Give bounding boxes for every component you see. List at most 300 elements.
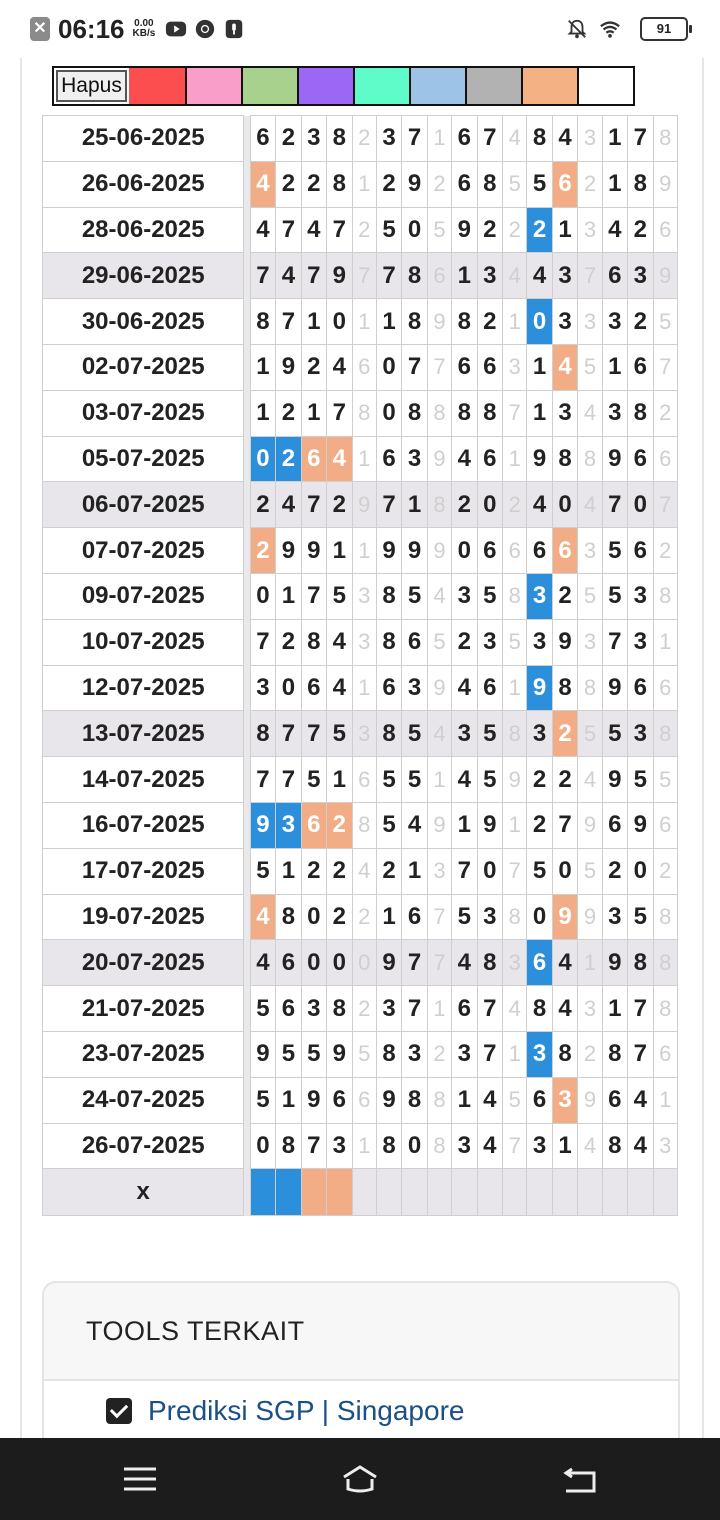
digit-cell[interactable]: 2: [578, 161, 602, 207]
digit-cell[interactable]: 5: [327, 711, 352, 757]
digit-cell[interactable]: 7: [653, 482, 677, 528]
digit-cell[interactable]: 2: [301, 848, 326, 894]
digit-cell[interactable]: 5: [628, 757, 653, 803]
digit-cell[interactable]: 1: [602, 986, 627, 1032]
digit-cell[interactable]: 6: [477, 344, 502, 390]
digit-cell[interactable]: 8: [477, 390, 502, 436]
digit-cell[interactable]: 3: [578, 116, 602, 162]
digit-cell[interactable]: 5: [276, 1031, 301, 1077]
digit-cell[interactable]: 8: [376, 573, 401, 619]
digit-cell[interactable]: 3: [552, 253, 577, 299]
digit-cell[interactable]: 6: [452, 986, 477, 1032]
digit-cell[interactable]: 5: [578, 711, 602, 757]
digit-cell[interactable]: 3: [301, 116, 326, 162]
digit-cell[interactable]: 3: [276, 802, 301, 848]
digit-cell[interactable]: 4: [327, 665, 352, 711]
footer-cell[interactable]: [628, 1169, 653, 1216]
digit-cell[interactable]: 7: [477, 116, 502, 162]
digit-cell[interactable]: 9: [352, 482, 376, 528]
digit-cell[interactable]: 3: [602, 894, 627, 940]
digit-cell[interactable]: 6: [276, 986, 301, 1032]
digit-cell[interactable]: 1: [452, 253, 477, 299]
digit-cell[interactable]: 2: [276, 161, 301, 207]
digit-cell[interactable]: 3: [527, 711, 552, 757]
digit-cell[interactable]: 6: [276, 940, 301, 986]
digit-cell[interactable]: 3: [402, 1031, 427, 1077]
back-icon[interactable]: [560, 1459, 600, 1499]
digit-cell[interactable]: 9: [452, 207, 477, 253]
digit-cell[interactable]: 4: [602, 207, 627, 253]
color-swatch[interactable]: [465, 68, 521, 104]
digit-cell[interactable]: 2: [628, 207, 653, 253]
digit-cell[interactable]: 8: [653, 986, 677, 1032]
digit-cell[interactable]: 6: [527, 1077, 552, 1123]
digit-cell[interactable]: 6: [402, 619, 427, 665]
digit-cell[interactable]: 5: [578, 344, 602, 390]
digit-cell[interactable]: 3: [527, 1031, 552, 1077]
digit-cell[interactable]: 4: [452, 665, 477, 711]
digit-cell[interactable]: 4: [527, 253, 552, 299]
digit-cell[interactable]: 8: [352, 802, 376, 848]
digit-cell[interactable]: 1: [352, 528, 376, 574]
digit-cell[interactable]: 2: [552, 757, 577, 803]
digit-cell[interactable]: 4: [578, 482, 602, 528]
digit-cell[interactable]: 8: [602, 1123, 627, 1169]
digit-cell[interactable]: 4: [250, 940, 275, 986]
digit-cell[interactable]: 1: [503, 436, 527, 482]
digit-cell[interactable]: 2: [527, 757, 552, 803]
digit-cell[interactable]: 8: [628, 940, 653, 986]
digit-cell[interactable]: 3: [477, 619, 502, 665]
digit-cell[interactable]: 9: [578, 1077, 602, 1123]
digit-cell[interactable]: 2: [527, 207, 552, 253]
digit-cell[interactable]: 3: [628, 573, 653, 619]
digit-cell[interactable]: 8: [327, 161, 352, 207]
digit-cell[interactable]: 8: [376, 1123, 401, 1169]
digit-cell[interactable]: 4: [327, 436, 352, 482]
digit-cell[interactable]: 4: [503, 116, 527, 162]
digit-cell[interactable]: 3: [376, 986, 401, 1032]
digit-cell[interactable]: 8: [527, 986, 552, 1032]
digit-cell[interactable]: 7: [578, 253, 602, 299]
digit-cell[interactable]: 3: [628, 711, 653, 757]
digit-cell[interactable]: 2: [327, 802, 352, 848]
color-swatch[interactable]: [409, 68, 465, 104]
digit-cell[interactable]: 9: [427, 802, 451, 848]
digit-cell[interactable]: 8: [552, 436, 577, 482]
digit-cell[interactable]: 1: [352, 299, 376, 345]
digit-cell[interactable]: 4: [503, 253, 527, 299]
digit-cell[interactable]: 8: [552, 1031, 577, 1077]
digit-cell[interactable]: 3: [477, 894, 502, 940]
digit-cell[interactable]: 3: [527, 1123, 552, 1169]
digit-cell[interactable]: 2: [352, 894, 376, 940]
digit-cell[interactable]: 4: [250, 161, 275, 207]
digit-cell[interactable]: 4: [427, 711, 451, 757]
digit-cell[interactable]: 2: [477, 299, 502, 345]
digit-cell[interactable]: 8: [250, 711, 275, 757]
digit-cell[interactable]: 0: [402, 1123, 427, 1169]
digit-cell[interactable]: 8: [327, 986, 352, 1032]
digit-cell[interactable]: 7: [250, 757, 275, 803]
digit-cell[interactable]: 8: [427, 482, 451, 528]
digit-cell[interactable]: 4: [552, 344, 577, 390]
digit-cell[interactable]: 7: [477, 986, 502, 1032]
digit-cell[interactable]: 0: [402, 207, 427, 253]
digit-cell[interactable]: 9: [552, 894, 577, 940]
color-swatch[interactable]: [521, 68, 577, 104]
digit-cell[interactable]: 3: [376, 116, 401, 162]
digit-cell[interactable]: 1: [301, 390, 326, 436]
digit-cell[interactable]: 6: [376, 665, 401, 711]
digit-cell[interactable]: 8: [376, 619, 401, 665]
digit-cell[interactable]: 0: [628, 482, 653, 528]
digit-cell[interactable]: 8: [250, 299, 275, 345]
digit-cell[interactable]: 7: [477, 1031, 502, 1077]
digit-cell[interactable]: 1: [552, 1123, 577, 1169]
clear-color-button[interactable]: Hapus: [56, 70, 127, 102]
digit-cell[interactable]: 0: [250, 573, 275, 619]
digit-cell[interactable]: 0: [452, 528, 477, 574]
digit-cell[interactable]: 9: [327, 253, 352, 299]
digit-cell[interactable]: 8: [477, 161, 502, 207]
digit-cell[interactable]: 1: [602, 344, 627, 390]
digit-cell[interactable]: 9: [276, 528, 301, 574]
digit-cell[interactable]: 8: [653, 116, 677, 162]
digit-cell[interactable]: 8: [653, 894, 677, 940]
digit-cell[interactable]: 7: [376, 482, 401, 528]
digit-cell[interactable]: 7: [276, 299, 301, 345]
digit-cell[interactable]: 6: [452, 344, 477, 390]
digit-cell[interactable]: 7: [427, 344, 451, 390]
digit-cell[interactable]: 8: [628, 161, 653, 207]
digit-cell[interactable]: 4: [402, 802, 427, 848]
menu-icon[interactable]: [120, 1459, 160, 1499]
digit-cell[interactable]: 8: [578, 436, 602, 482]
digit-cell[interactable]: 5: [376, 757, 401, 803]
digit-cell[interactable]: 9: [578, 894, 602, 940]
digit-cell[interactable]: 8: [402, 1077, 427, 1123]
digit-cell[interactable]: 2: [301, 161, 326, 207]
digit-cell[interactable]: 2: [477, 207, 502, 253]
digit-cell[interactable]: 5: [301, 757, 326, 803]
digit-cell[interactable]: 1: [427, 757, 451, 803]
digit-cell[interactable]: 2: [427, 1031, 451, 1077]
digit-cell[interactable]: 8: [452, 390, 477, 436]
digit-cell[interactable]: 4: [578, 757, 602, 803]
digit-cell[interactable]: 0: [552, 848, 577, 894]
digit-cell[interactable]: 5: [250, 848, 275, 894]
digit-cell[interactable]: 3: [452, 711, 477, 757]
digit-cell[interactable]: 6: [628, 665, 653, 711]
footer-cell[interactable]: [477, 1169, 502, 1216]
digit-cell[interactable]: 2: [503, 207, 527, 253]
digit-cell[interactable]: 0: [527, 894, 552, 940]
digit-cell[interactable]: 0: [376, 344, 401, 390]
digit-cell[interactable]: 6: [628, 528, 653, 574]
digit-cell[interactable]: 4: [276, 482, 301, 528]
digit-cell[interactable]: 4: [301, 207, 326, 253]
digit-cell[interactable]: 5: [578, 848, 602, 894]
digit-cell[interactable]: 3: [327, 1123, 352, 1169]
digit-cell[interactable]: 0: [477, 482, 502, 528]
digit-cell[interactable]: 1: [327, 528, 352, 574]
digit-cell[interactable]: 1: [653, 1077, 677, 1123]
digit-cell[interactable]: 1: [578, 940, 602, 986]
digit-cell[interactable]: 9: [427, 299, 451, 345]
digit-cell[interactable]: 0: [301, 894, 326, 940]
digit-cell[interactable]: 2: [527, 802, 552, 848]
digit-cell[interactable]: 0: [352, 940, 376, 986]
digit-cell[interactable]: 3: [477, 253, 502, 299]
digit-cell[interactable]: 7: [602, 482, 627, 528]
home-icon[interactable]: [340, 1459, 380, 1499]
footer-cell[interactable]: [301, 1169, 326, 1216]
digit-cell[interactable]: 5: [327, 573, 352, 619]
digit-cell[interactable]: 7: [327, 207, 352, 253]
digit-cell[interactable]: 3: [427, 848, 451, 894]
color-swatch[interactable]: [185, 68, 241, 104]
digit-cell[interactable]: 6: [250, 116, 275, 162]
footer-cell[interactable]: [578, 1169, 602, 1216]
digit-cell[interactable]: 8: [503, 711, 527, 757]
digit-cell[interactable]: 4: [578, 1123, 602, 1169]
digit-cell[interactable]: 9: [653, 253, 677, 299]
digit-cell[interactable]: 4: [327, 619, 352, 665]
digit-cell[interactable]: 5: [402, 573, 427, 619]
color-swatch[interactable]: [353, 68, 409, 104]
digit-cell[interactable]: 7: [250, 619, 275, 665]
digit-cell[interactable]: 3: [552, 390, 577, 436]
digit-cell[interactable]: 4: [452, 757, 477, 803]
digit-cell[interactable]: 5: [653, 299, 677, 345]
digit-cell[interactable]: 2: [376, 161, 401, 207]
digit-cell[interactable]: 9: [503, 757, 527, 803]
digit-cell[interactable]: 5: [527, 161, 552, 207]
digit-cell[interactable]: 8: [427, 1123, 451, 1169]
digit-cell[interactable]: 2: [653, 390, 677, 436]
digit-cell[interactable]: 9: [602, 665, 627, 711]
digit-cell[interactable]: 2: [452, 482, 477, 528]
digit-cell[interactable]: 1: [352, 436, 376, 482]
digit-cell[interactable]: 9: [653, 161, 677, 207]
digit-cell[interactable]: 1: [503, 299, 527, 345]
digit-cell[interactable]: 8: [427, 390, 451, 436]
color-swatch[interactable]: [241, 68, 297, 104]
digit-cell[interactable]: 6: [301, 436, 326, 482]
digit-cell[interactable]: 7: [503, 848, 527, 894]
digit-cell[interactable]: 7: [402, 986, 427, 1032]
digit-cell[interactable]: 0: [527, 299, 552, 345]
digit-cell[interactable]: 6: [653, 802, 677, 848]
digit-cell[interactable]: 3: [578, 528, 602, 574]
digit-cell[interactable]: 6: [602, 802, 627, 848]
digit-cell[interactable]: 3: [352, 573, 376, 619]
digit-cell[interactable]: 9: [628, 802, 653, 848]
digit-cell[interactable]: 1: [602, 161, 627, 207]
digit-cell[interactable]: 3: [602, 299, 627, 345]
digit-cell[interactable]: 0: [276, 665, 301, 711]
digit-cell[interactable]: 0: [477, 848, 502, 894]
digit-cell[interactable]: 1: [452, 1077, 477, 1123]
digit-cell[interactable]: 5: [250, 986, 275, 1032]
digit-cell[interactable]: 6: [477, 436, 502, 482]
digit-cell[interactable]: 4: [503, 986, 527, 1032]
digit-cell[interactable]: 2: [552, 711, 577, 757]
digit-cell[interactable]: 8: [452, 299, 477, 345]
digit-cell[interactable]: 7: [628, 986, 653, 1032]
digit-cell[interactable]: 8: [477, 940, 502, 986]
digit-cell[interactable]: 9: [402, 528, 427, 574]
digit-cell[interactable]: 9: [602, 940, 627, 986]
digit-cell[interactable]: 7: [276, 711, 301, 757]
digit-cell[interactable]: 1: [250, 344, 275, 390]
digit-cell[interactable]: 1: [503, 802, 527, 848]
digit-cell[interactable]: 9: [602, 436, 627, 482]
digit-cell[interactable]: 5: [301, 1031, 326, 1077]
digit-cell[interactable]: 7: [427, 940, 451, 986]
digit-cell[interactable]: 1: [276, 573, 301, 619]
digit-cell[interactable]: 9: [427, 528, 451, 574]
digit-cell[interactable]: 6: [477, 528, 502, 574]
digit-cell[interactable]: 6: [503, 528, 527, 574]
digit-cell[interactable]: 5: [427, 619, 451, 665]
digit-cell[interactable]: 9: [602, 757, 627, 803]
footer-cell[interactable]: [250, 1169, 275, 1216]
digit-cell[interactable]: 6: [527, 940, 552, 986]
digit-cell[interactable]: 3: [602, 390, 627, 436]
digit-cell[interactable]: 8: [503, 573, 527, 619]
digit-cell[interactable]: 5: [352, 1031, 376, 1077]
digit-cell[interactable]: 2: [327, 848, 352, 894]
digit-cell[interactable]: 5: [402, 711, 427, 757]
digit-cell[interactable]: 8: [552, 665, 577, 711]
digit-cell[interactable]: 4: [250, 894, 275, 940]
digit-cell[interactable]: 9: [552, 619, 577, 665]
digit-cell[interactable]: 8: [352, 390, 376, 436]
digit-cell[interactable]: 3: [578, 986, 602, 1032]
digit-cell[interactable]: 4: [427, 573, 451, 619]
digit-cell[interactable]: 1: [602, 116, 627, 162]
digit-cell[interactable]: 7: [301, 482, 326, 528]
digit-cell[interactable]: 5: [376, 207, 401, 253]
digit-cell[interactable]: 0: [552, 482, 577, 528]
digit-cell[interactable]: 1: [352, 161, 376, 207]
digit-cell[interactable]: 1: [452, 802, 477, 848]
digit-cell[interactable]: 3: [578, 619, 602, 665]
color-swatch[interactable]: [577, 68, 633, 104]
digit-cell[interactable]: 0: [327, 940, 352, 986]
digit-cell[interactable]: 5: [427, 207, 451, 253]
digit-cell[interactable]: 6: [527, 528, 552, 574]
digit-cell[interactable]: 6: [427, 253, 451, 299]
digit-cell[interactable]: 6: [653, 436, 677, 482]
digit-cell[interactable]: 2: [327, 894, 352, 940]
digit-cell[interactable]: 7: [552, 802, 577, 848]
digit-cell[interactable]: 9: [250, 1031, 275, 1077]
digit-cell[interactable]: 7: [452, 848, 477, 894]
digit-cell[interactable]: 9: [376, 1077, 401, 1123]
digit-cell[interactable]: 1: [276, 1077, 301, 1123]
digit-cell[interactable]: 2: [352, 116, 376, 162]
digit-cell[interactable]: 4: [452, 436, 477, 482]
digit-cell[interactable]: 5: [527, 848, 552, 894]
digit-cell[interactable]: 8: [653, 940, 677, 986]
digit-cell[interactable]: 1: [527, 344, 552, 390]
footer-cell[interactable]: [527, 1169, 552, 1216]
digit-cell[interactable]: 5: [578, 573, 602, 619]
digit-cell[interactable]: 5: [402, 757, 427, 803]
footer-cell[interactable]: [452, 1169, 477, 1216]
digit-cell[interactable]: 6: [452, 116, 477, 162]
digit-cell[interactable]: 4: [327, 344, 352, 390]
digit-cell[interactable]: 1: [527, 390, 552, 436]
digit-cell[interactable]: 7: [301, 253, 326, 299]
footer-cell[interactable]: [503, 1169, 527, 1216]
digit-cell[interactable]: 2: [628, 299, 653, 345]
digit-cell[interactable]: 2: [250, 528, 275, 574]
digit-cell[interactable]: 7: [427, 894, 451, 940]
digit-cell[interactable]: 4: [250, 207, 275, 253]
digit-cell[interactable]: 9: [276, 344, 301, 390]
digit-cell[interactable]: 7: [301, 1123, 326, 1169]
digit-cell[interactable]: 3: [402, 665, 427, 711]
digit-cell[interactable]: 1: [552, 207, 577, 253]
digit-cell[interactable]: 7: [402, 344, 427, 390]
footer-cell[interactable]: [653, 1169, 677, 1216]
digit-cell[interactable]: 6: [653, 665, 677, 711]
digit-cell[interactable]: 7: [402, 940, 427, 986]
digit-cell[interactable]: 5: [376, 802, 401, 848]
digit-cell[interactable]: 1: [503, 665, 527, 711]
digit-cell[interactable]: 1: [327, 757, 352, 803]
digit-cell[interactable]: 9: [301, 528, 326, 574]
digit-cell[interactable]: 8: [602, 1031, 627, 1077]
digit-cell[interactable]: 6: [552, 528, 577, 574]
digit-cell[interactable]: 4: [452, 940, 477, 986]
digit-cell[interactable]: 2: [552, 573, 577, 619]
digit-cell[interactable]: 7: [327, 390, 352, 436]
digit-cell[interactable]: 1: [276, 848, 301, 894]
digit-cell[interactable]: 7: [602, 619, 627, 665]
footer-cell[interactable]: [327, 1169, 352, 1216]
digit-cell[interactable]: 3: [452, 1031, 477, 1077]
digit-cell[interactable]: 5: [503, 619, 527, 665]
digit-cell[interactable]: 7: [402, 116, 427, 162]
digit-cell[interactable]: 3: [452, 1123, 477, 1169]
digit-cell[interactable]: 8: [503, 894, 527, 940]
digit-cell[interactable]: 2: [376, 848, 401, 894]
digit-cell[interactable]: 9: [376, 528, 401, 574]
digit-cell[interactable]: 4: [552, 986, 577, 1032]
digit-cell[interactable]: 4: [477, 1077, 502, 1123]
footer-cell[interactable]: [402, 1169, 427, 1216]
digit-cell[interactable]: 0: [250, 436, 275, 482]
digit-cell[interactable]: 7: [376, 253, 401, 299]
digit-cell[interactable]: 6: [602, 1077, 627, 1123]
digit-cell[interactable]: 1: [250, 390, 275, 436]
digit-cell[interactable]: 6: [628, 344, 653, 390]
digit-cell[interactable]: 7: [503, 1123, 527, 1169]
digit-cell[interactable]: 6: [301, 802, 326, 848]
digit-cell[interactable]: 2: [352, 986, 376, 1032]
digit-cell[interactable]: 8: [653, 573, 677, 619]
digit-cell[interactable]: 5: [452, 894, 477, 940]
digit-cell[interactable]: 2: [602, 848, 627, 894]
digit-cell[interactable]: 1: [427, 986, 451, 1032]
digit-cell[interactable]: 9: [427, 665, 451, 711]
digit-cell[interactable]: 4: [477, 1123, 502, 1169]
